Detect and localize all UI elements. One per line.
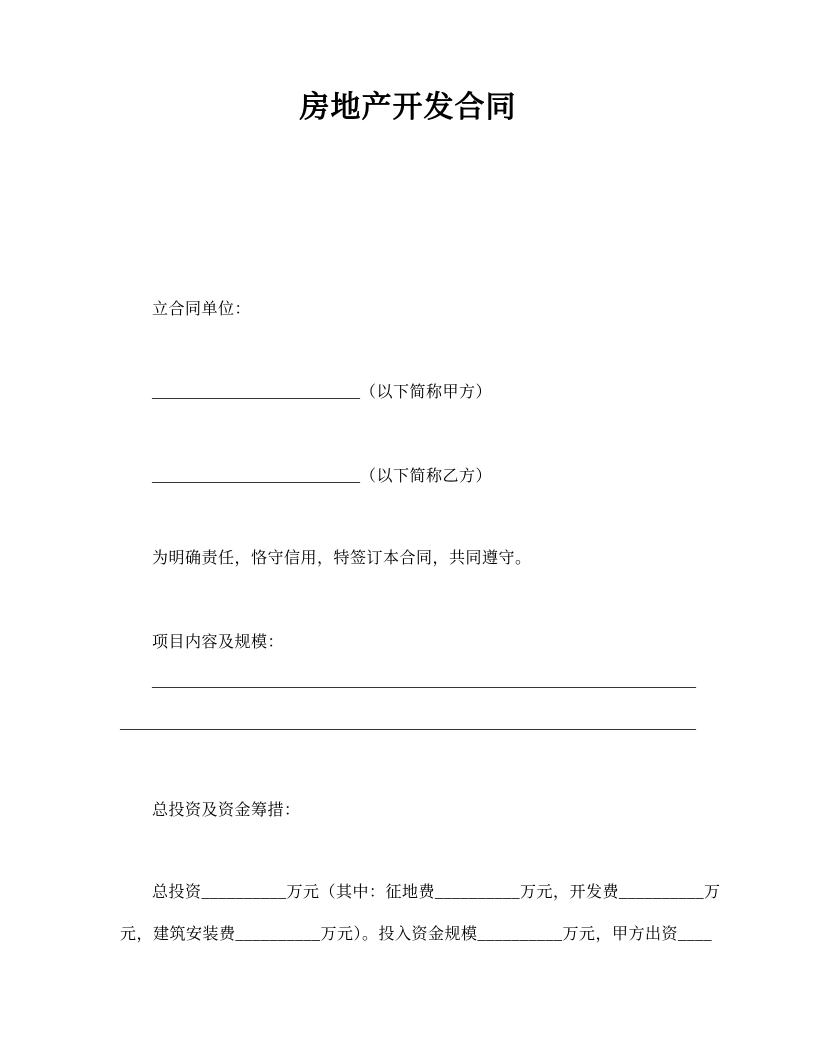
funding-label: 总投资及资金筹措： (152, 802, 301, 819)
project-scope-blank-line-1: ____________________________________________________________________ (152, 673, 696, 690)
party-b-line (152, 467, 492, 487)
party-a-blank-field: __________________________ (152, 384, 360, 401)
party-b-blank-field: __________________________ (152, 468, 360, 485)
party-a-suffix: （以下简称甲方） (360, 384, 493, 401)
party-a-line (152, 383, 492, 403)
document-title: 房地产开发合同 (299, 91, 517, 124)
funding-paragraph-line-1: 总投资__________万元（其中：征地费__________万元，开发费__________万 (152, 884, 721, 901)
parties-label: 立合同单位： (152, 301, 252, 318)
party-b-suffix: （以下简称乙方） (360, 468, 493, 485)
project-scope-blank-line-2: ________________________________________________________________________ (120, 715, 696, 732)
project-scope-label: 项目内容及规模： (152, 634, 285, 651)
purpose-statement: 为明确责任，恪守信用，特签订本合同，共同遵守。 (152, 550, 532, 567)
funding-paragraph-line-2: 元，建筑安装费__________万元）。投入资金规模__________万元，甲方出资____ (120, 926, 713, 943)
